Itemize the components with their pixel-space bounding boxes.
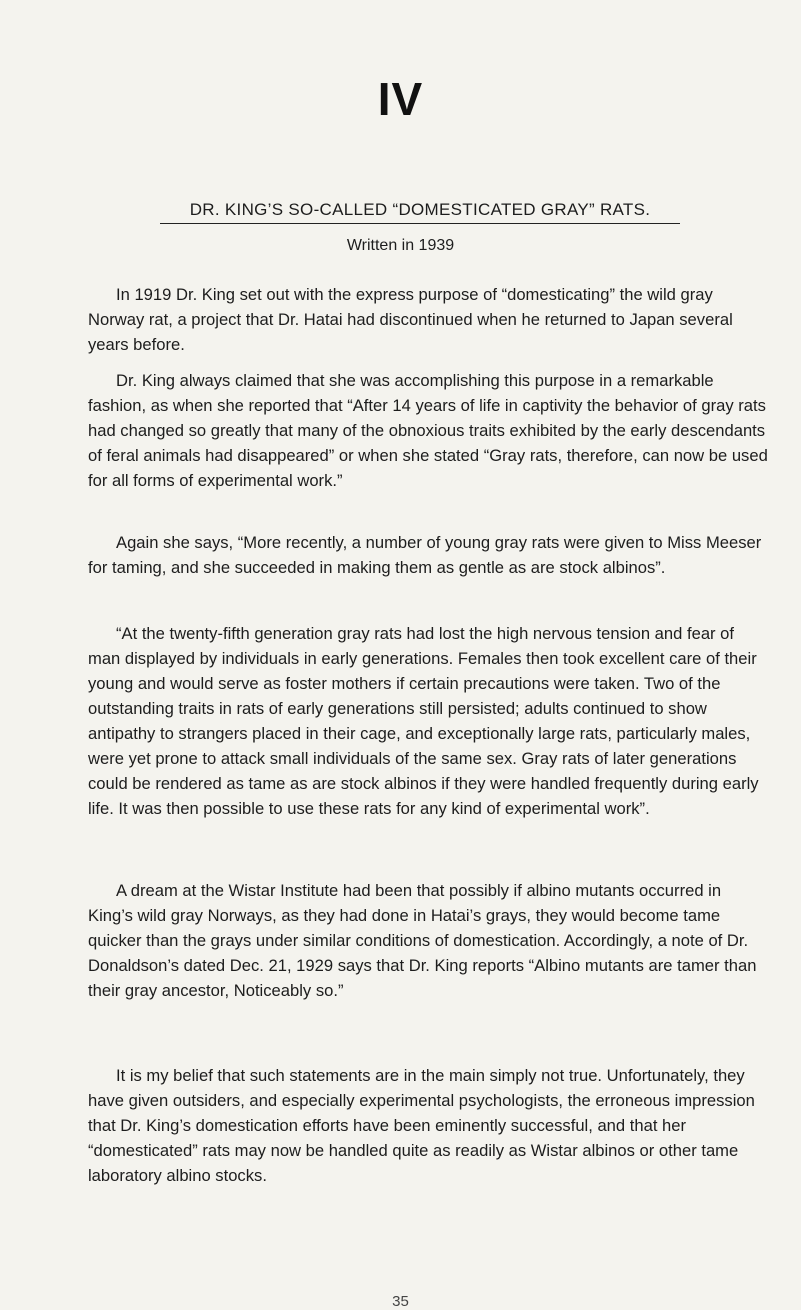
paragraph-1: In 1919 Dr. King set out with the express purpose of “domesticating” the wild gray Norway rat, a project that Dr. Hatai had discontinued when he returned to Japan several years before. [88, 285, 733, 354]
paragraph-3: Again she says, “More recently, a number of young gray rats were given to Miss Meeser for taming, and she succeeded in making them as gentle as are stock albinos”. [88, 533, 762, 577]
paragraph-4: “At the twenty-fifth generation gray rats had lost the high nervous tension and fear of man displayed by individuals in early generations. Females then took excellent care of their young and would serve as foster mothers if certain precautions were taken. Two of the outstanding traits in rats of early generations still persisted; adults continued to show antipathy to strangers placed in their cage, and exceptionally large rats, particularly males, were yet prone to attack small individuals of the same sex. Gray rats of later generations could be rendered as tame as are stock albinos if they were handled frequently during early life. It was then possible to use these rats for any kind of experimental work”. [88, 624, 759, 818]
chapter-numeral: IV [377, 73, 424, 125]
paragraph-5: A dream at the Wistar Institute had been that possibly if albino mutants occurred in King’s wild gray Norways, as they had done in Hatai’s grays, they would become tame quicker than the grays under similar conditions of domestication. Accordingly, a note of Dr. Donaldson’s dated Dec. 21, 1929 says that Dr. King reports “Albino mutants are tamer than their gray ancestor, Noticeably so.” [88, 881, 757, 1000]
page-title: DR. KING’S SO-CALLED “DOMESTICATED GRAY” RATS. [160, 200, 680, 224]
page-subtitle: Written in 1939 [346, 237, 455, 254]
paragraph-6: It is my belief that such statements are in the main simply not true. Unfortunately, they have given outsiders, and especially experimental psychologists, the erroneous impression that Dr. King’s domestication efforts have been eminently successful, and that her “domesticated” rats may now be handled quite as readily as Wistar albinos or other tame laboratory albino stocks. [88, 1066, 755, 1185]
paragraph-2: Dr. King always claimed that she was accomplishing this purpose in a remarkable fashion, as when she reported that “After 14 years of life in captivity the behavior of gray rats had changed so greatly that many of the obnoxious traits exhibited by the early descendants of feral animals had disappeared” or when she stated “Gray rats, therefore, can now be used for all forms of experimental work.” [88, 371, 768, 490]
page-number: 35 [392, 1293, 409, 1310]
